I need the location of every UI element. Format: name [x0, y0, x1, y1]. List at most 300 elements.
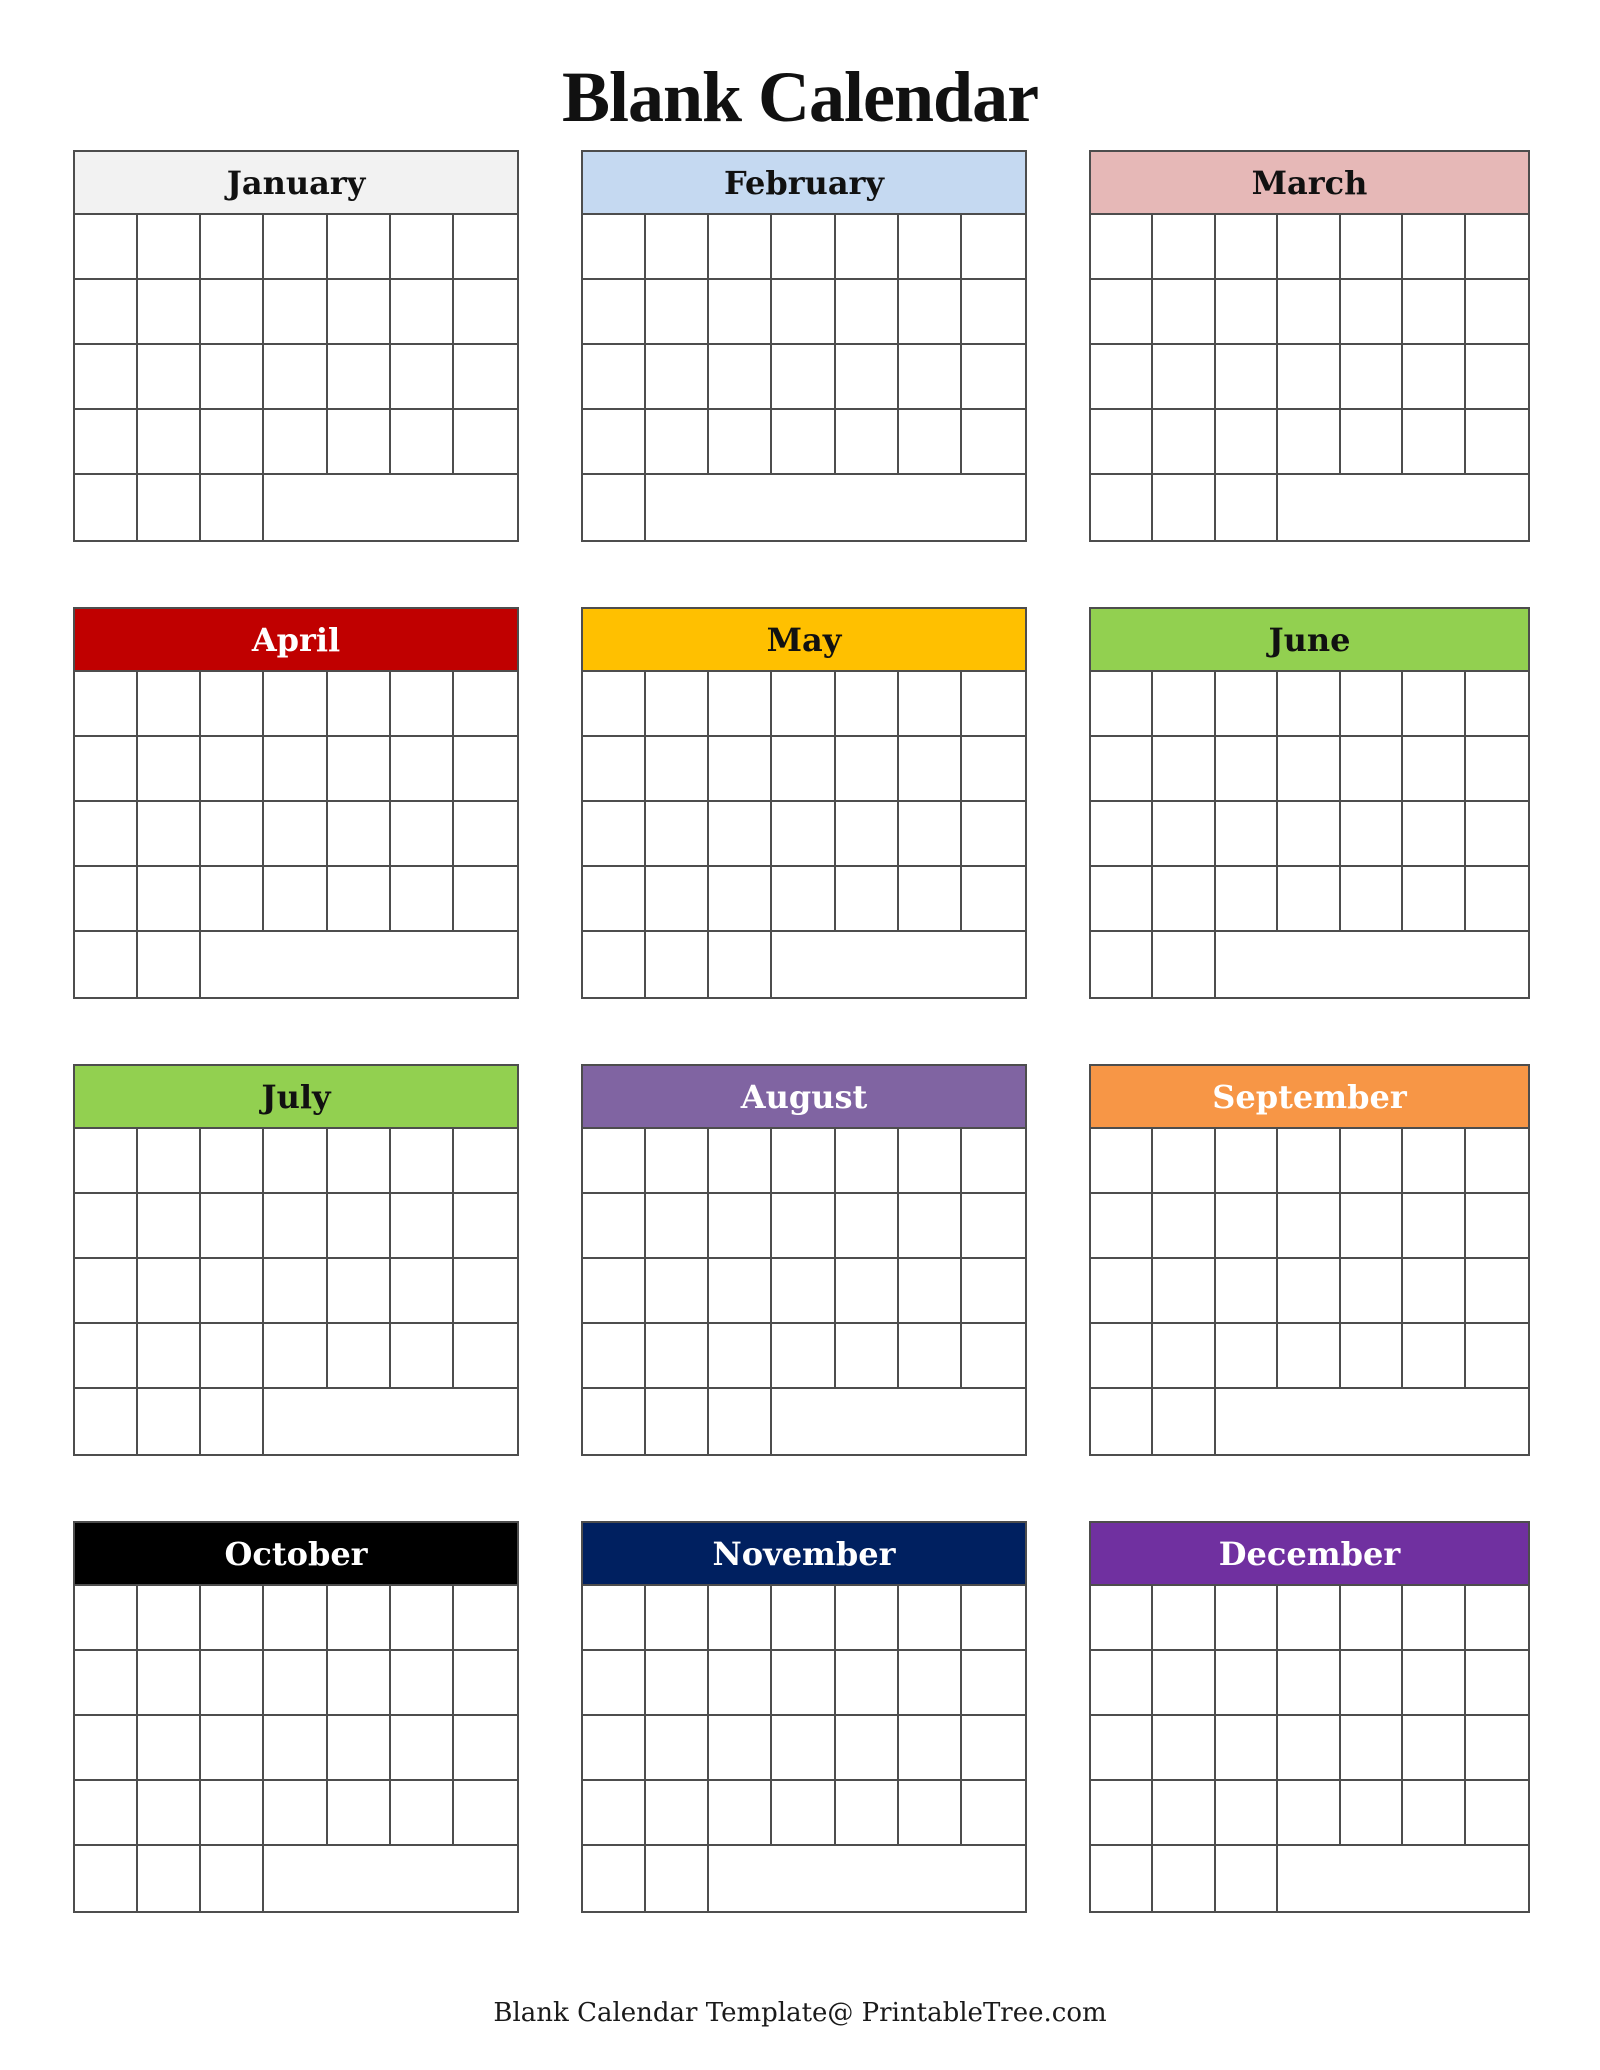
- day-cell: [836, 1129, 899, 1194]
- day-cell: [138, 867, 201, 932]
- day-cell: [646, 1846, 709, 1911]
- day-cell: [264, 1716, 327, 1781]
- day-cell: [1278, 802, 1340, 867]
- day-cell: [328, 1324, 391, 1389]
- day-cell: [772, 867, 835, 932]
- day-cell: [1403, 1324, 1465, 1389]
- day-cell: [1091, 1129, 1153, 1194]
- day-cell: [264, 345, 327, 410]
- day-cell: [1216, 867, 1278, 932]
- day-cell: [391, 1259, 454, 1324]
- day-cell: [1091, 1651, 1153, 1716]
- day-cell: [836, 280, 899, 345]
- day-cell: [772, 280, 835, 345]
- month-body-august: [583, 1129, 1025, 1454]
- day-cell: [709, 1586, 772, 1651]
- day-cell: [391, 737, 454, 802]
- day-cell: [201, 1129, 264, 1194]
- day-cell: [328, 1129, 391, 1194]
- day-cell: [583, 672, 646, 737]
- day-cell: [962, 1194, 1025, 1259]
- day-cell: [962, 1781, 1025, 1846]
- day-cell: [583, 215, 646, 280]
- day-cell: [962, 410, 1025, 475]
- day-cell: [709, 280, 772, 345]
- day-cell: [328, 1781, 391, 1846]
- day-cell: [75, 475, 138, 540]
- day-cell: [709, 215, 772, 280]
- merged-cell: [1278, 475, 1528, 540]
- day-cell: [1403, 1129, 1465, 1194]
- day-cell: [1341, 867, 1403, 932]
- day-cell: [709, 1259, 772, 1324]
- footer-credit: Blank Calendar Template@ PrintableTree.com: [493, 1998, 1107, 2028]
- day-cell: [836, 1324, 899, 1389]
- month-header-april: April: [75, 609, 517, 672]
- day-cell: [391, 1194, 454, 1259]
- merged-cell: [201, 932, 517, 997]
- day-cell: [1278, 410, 1340, 475]
- day-cell: [709, 737, 772, 802]
- day-cell: [1153, 410, 1215, 475]
- month-header-september: September: [1091, 1066, 1528, 1129]
- day-cell: [75, 1586, 138, 1651]
- day-cell: [772, 1781, 835, 1846]
- day-cell: [454, 867, 517, 932]
- day-cell: [328, 1259, 391, 1324]
- day-cell: [1153, 737, 1215, 802]
- day-cell: [201, 215, 264, 280]
- day-cell: [391, 345, 454, 410]
- day-cell: [454, 1324, 517, 1389]
- day-cell: [201, 1324, 264, 1389]
- day-cell: [454, 345, 517, 410]
- month-header-august: August: [583, 1066, 1025, 1129]
- day-cell: [201, 867, 264, 932]
- day-cell: [1153, 1129, 1215, 1194]
- day-cell: [454, 737, 517, 802]
- day-cell: [899, 1259, 962, 1324]
- day-cell: [583, 1781, 646, 1846]
- day-cell: [646, 672, 709, 737]
- day-cell: [1091, 932, 1153, 997]
- day-cell: [646, 737, 709, 802]
- day-cell: [138, 345, 201, 410]
- day-cell: [1153, 345, 1215, 410]
- day-cell: [1341, 410, 1403, 475]
- month-body-april: [75, 672, 517, 997]
- day-cell: [138, 932, 201, 997]
- day-cell: [328, 1586, 391, 1651]
- day-cell: [962, 672, 1025, 737]
- month-may: [581, 607, 1027, 999]
- day-cell: [1341, 802, 1403, 867]
- day-cell: [583, 737, 646, 802]
- day-cell: [1341, 345, 1403, 410]
- day-cell: [391, 1781, 454, 1846]
- day-cell: [264, 867, 327, 932]
- day-cell: [1091, 867, 1153, 932]
- day-cell: [264, 1324, 327, 1389]
- month-february: [581, 150, 1027, 542]
- merged-cell: [1278, 1846, 1528, 1911]
- day-cell: [646, 1324, 709, 1389]
- day-cell: [1153, 1194, 1215, 1259]
- day-cell: [138, 1716, 201, 1781]
- day-cell: [836, 1586, 899, 1651]
- day-cell: [583, 280, 646, 345]
- day-cell: [1466, 410, 1528, 475]
- day-cell: [583, 1846, 646, 1911]
- day-cell: [646, 1259, 709, 1324]
- day-cell: [962, 737, 1025, 802]
- day-cell: [328, 215, 391, 280]
- day-cell: [391, 215, 454, 280]
- day-cell: [1153, 1389, 1215, 1454]
- merged-cell: [772, 1389, 1025, 1454]
- day-cell: [391, 1716, 454, 1781]
- day-cell: [1278, 867, 1340, 932]
- day-cell: [1278, 345, 1340, 410]
- day-cell: [962, 280, 1025, 345]
- day-cell: [1216, 215, 1278, 280]
- day-cell: [583, 1129, 646, 1194]
- day-cell: [1091, 672, 1153, 737]
- day-cell: [75, 737, 138, 802]
- day-cell: [709, 1129, 772, 1194]
- day-cell: [454, 280, 517, 345]
- merged-cell: [264, 1389, 517, 1454]
- merged-cell: [1216, 1389, 1528, 1454]
- day-cell: [201, 1846, 264, 1911]
- day-cell: [1341, 215, 1403, 280]
- day-cell: [75, 802, 138, 867]
- day-cell: [454, 1586, 517, 1651]
- day-cell: [138, 1586, 201, 1651]
- day-cell: [1278, 1651, 1340, 1716]
- day-cell: [899, 1324, 962, 1389]
- day-cell: [138, 475, 201, 540]
- day-cell: [1341, 1781, 1403, 1846]
- day-cell: [1466, 867, 1528, 932]
- day-cell: [1153, 1781, 1215, 1846]
- day-cell: [772, 737, 835, 802]
- day-cell: [201, 345, 264, 410]
- day-cell: [1153, 280, 1215, 345]
- day-cell: [1466, 1259, 1528, 1324]
- day-cell: [1216, 1194, 1278, 1259]
- day-cell: [836, 1781, 899, 1846]
- day-cell: [962, 1129, 1025, 1194]
- day-cell: [1466, 280, 1528, 345]
- month-november: [581, 1521, 1027, 1913]
- day-cell: [201, 475, 264, 540]
- day-cell: [1466, 1651, 1528, 1716]
- day-cell: [709, 410, 772, 475]
- day-cell: [1091, 215, 1153, 280]
- day-cell: [772, 1651, 835, 1716]
- day-cell: [583, 1259, 646, 1324]
- day-cell: [138, 802, 201, 867]
- day-cell: [646, 1651, 709, 1716]
- day-cell: [264, 1651, 327, 1716]
- day-cell: [899, 1781, 962, 1846]
- day-cell: [709, 1651, 772, 1716]
- day-cell: [328, 410, 391, 475]
- day-cell: [646, 1194, 709, 1259]
- day-cell: [709, 1781, 772, 1846]
- day-cell: [1466, 1586, 1528, 1651]
- day-cell: [836, 1716, 899, 1781]
- day-cell: [75, 1389, 138, 1454]
- day-cell: [1091, 1324, 1153, 1389]
- day-cell: [75, 1716, 138, 1781]
- day-cell: [264, 1194, 327, 1259]
- day-cell: [138, 672, 201, 737]
- merged-cell: [709, 1846, 1025, 1911]
- day-cell: [201, 280, 264, 345]
- day-cell: [454, 672, 517, 737]
- day-cell: [454, 802, 517, 867]
- day-cell: [1403, 1259, 1465, 1324]
- day-cell: [899, 672, 962, 737]
- day-cell: [646, 1781, 709, 1846]
- day-cell: [454, 1716, 517, 1781]
- day-cell: [391, 410, 454, 475]
- day-cell: [899, 1651, 962, 1716]
- day-cell: [328, 1651, 391, 1716]
- day-cell: [1278, 1586, 1340, 1651]
- day-cell: [772, 802, 835, 867]
- day-cell: [1278, 1259, 1340, 1324]
- day-cell: [138, 1781, 201, 1846]
- day-cell: [454, 1781, 517, 1846]
- day-cell: [962, 867, 1025, 932]
- day-cell: [138, 215, 201, 280]
- day-cell: [899, 410, 962, 475]
- day-cell: [1403, 1651, 1465, 1716]
- day-cell: [264, 802, 327, 867]
- day-cell: [1091, 1389, 1153, 1454]
- month-header-february: February: [583, 152, 1025, 215]
- day-cell: [328, 280, 391, 345]
- day-cell: [1341, 1194, 1403, 1259]
- day-cell: [138, 1259, 201, 1324]
- day-cell: [1403, 1194, 1465, 1259]
- day-cell: [1403, 1781, 1465, 1846]
- month-august: [581, 1064, 1027, 1456]
- day-cell: [454, 215, 517, 280]
- day-cell: [646, 280, 709, 345]
- day-cell: [1341, 1259, 1403, 1324]
- day-cell: [962, 1324, 1025, 1389]
- day-cell: [1466, 1194, 1528, 1259]
- day-cell: [328, 802, 391, 867]
- day-cell: [75, 1259, 138, 1324]
- day-cell: [391, 1324, 454, 1389]
- day-cell: [454, 410, 517, 475]
- day-cell: [201, 1651, 264, 1716]
- month-body-june: [1091, 672, 1528, 997]
- day-cell: [328, 1716, 391, 1781]
- day-cell: [391, 1586, 454, 1651]
- day-cell: [1153, 867, 1215, 932]
- day-cell: [709, 1194, 772, 1259]
- day-cell: [836, 345, 899, 410]
- day-cell: [138, 1129, 201, 1194]
- day-cell: [836, 410, 899, 475]
- day-cell: [709, 932, 772, 997]
- day-cell: [454, 1194, 517, 1259]
- month-body-september: [1091, 1129, 1528, 1454]
- day-cell: [75, 410, 138, 475]
- day-cell: [899, 867, 962, 932]
- day-cell: [836, 867, 899, 932]
- day-cell: [1466, 345, 1528, 410]
- day-cell: [138, 410, 201, 475]
- day-cell: [1278, 1129, 1340, 1194]
- day-cell: [583, 1324, 646, 1389]
- day-cell: [583, 1586, 646, 1651]
- day-cell: [962, 1651, 1025, 1716]
- day-cell: [75, 280, 138, 345]
- day-cell: [772, 672, 835, 737]
- day-cell: [1153, 802, 1215, 867]
- day-cell: [264, 672, 327, 737]
- day-cell: [962, 215, 1025, 280]
- day-cell: [264, 1259, 327, 1324]
- day-cell: [1153, 1846, 1215, 1911]
- month-june: [1089, 607, 1530, 999]
- month-september: [1089, 1064, 1530, 1456]
- month-header-december: December: [1091, 1523, 1528, 1586]
- month-october: [73, 1521, 519, 1913]
- day-cell: [1091, 1194, 1153, 1259]
- merged-cell: [1216, 932, 1528, 997]
- month-header-july: July: [75, 1066, 517, 1129]
- day-cell: [264, 1586, 327, 1651]
- day-cell: [1466, 1716, 1528, 1781]
- day-cell: [138, 737, 201, 802]
- merged-cell: [264, 475, 517, 540]
- day-cell: [1216, 1129, 1278, 1194]
- day-cell: [1341, 1586, 1403, 1651]
- day-cell: [772, 1716, 835, 1781]
- day-cell: [1216, 672, 1278, 737]
- day-cell: [264, 280, 327, 345]
- month-body-november: [583, 1586, 1025, 1911]
- day-cell: [264, 215, 327, 280]
- day-cell: [1403, 672, 1465, 737]
- day-cell: [1153, 1716, 1215, 1781]
- day-cell: [962, 1586, 1025, 1651]
- day-cell: [899, 1194, 962, 1259]
- day-cell: [75, 1781, 138, 1846]
- day-cell: [75, 867, 138, 932]
- day-cell: [1153, 932, 1215, 997]
- day-cell: [391, 1651, 454, 1716]
- day-cell: [1341, 672, 1403, 737]
- day-cell: [1216, 280, 1278, 345]
- day-cell: [201, 1389, 264, 1454]
- day-cell: [1466, 672, 1528, 737]
- day-cell: [583, 1194, 646, 1259]
- month-body-july: [75, 1129, 517, 1454]
- day-cell: [583, 345, 646, 410]
- day-cell: [583, 475, 646, 540]
- day-cell: [583, 932, 646, 997]
- merged-cell: [772, 932, 1025, 997]
- day-cell: [1341, 1129, 1403, 1194]
- day-cell: [1216, 1716, 1278, 1781]
- day-cell: [201, 1586, 264, 1651]
- day-cell: [1091, 1846, 1153, 1911]
- day-cell: [391, 867, 454, 932]
- day-cell: [709, 802, 772, 867]
- day-cell: [772, 410, 835, 475]
- day-cell: [772, 1129, 835, 1194]
- day-cell: [646, 345, 709, 410]
- day-cell: [138, 1846, 201, 1911]
- day-cell: [1403, 1586, 1465, 1651]
- day-cell: [1278, 1716, 1340, 1781]
- day-cell: [1216, 345, 1278, 410]
- day-cell: [75, 1129, 138, 1194]
- day-cell: [75, 1194, 138, 1259]
- day-cell: [646, 932, 709, 997]
- day-cell: [1153, 475, 1215, 540]
- month-body-march: [1091, 215, 1528, 540]
- day-cell: [1091, 280, 1153, 345]
- day-cell: [201, 737, 264, 802]
- day-cell: [709, 867, 772, 932]
- day-cell: [583, 1716, 646, 1781]
- day-cell: [1403, 737, 1465, 802]
- day-cell: [138, 1651, 201, 1716]
- day-cell: [836, 672, 899, 737]
- day-cell: [1403, 1716, 1465, 1781]
- month-header-january: January: [75, 152, 517, 215]
- day-cell: [772, 215, 835, 280]
- day-cell: [772, 1194, 835, 1259]
- day-cell: [583, 867, 646, 932]
- day-cell: [201, 1259, 264, 1324]
- month-january: [73, 150, 519, 542]
- day-cell: [646, 1586, 709, 1651]
- day-cell: [75, 932, 138, 997]
- day-cell: [1153, 215, 1215, 280]
- month-body-october: [75, 1586, 517, 1911]
- day-cell: [454, 1259, 517, 1324]
- day-cell: [1278, 737, 1340, 802]
- day-cell: [1278, 672, 1340, 737]
- day-cell: [1466, 1324, 1528, 1389]
- month-header-march: March: [1091, 152, 1528, 215]
- day-cell: [1466, 1781, 1528, 1846]
- day-cell: [1341, 1651, 1403, 1716]
- day-cell: [772, 1324, 835, 1389]
- day-cell: [454, 1651, 517, 1716]
- day-cell: [646, 1716, 709, 1781]
- day-cell: [201, 802, 264, 867]
- day-cell: [328, 737, 391, 802]
- day-cell: [328, 672, 391, 737]
- day-cell: [836, 1651, 899, 1716]
- day-cell: [1216, 1846, 1278, 1911]
- day-cell: [201, 1194, 264, 1259]
- day-cell: [1216, 475, 1278, 540]
- day-cell: [1153, 1259, 1215, 1324]
